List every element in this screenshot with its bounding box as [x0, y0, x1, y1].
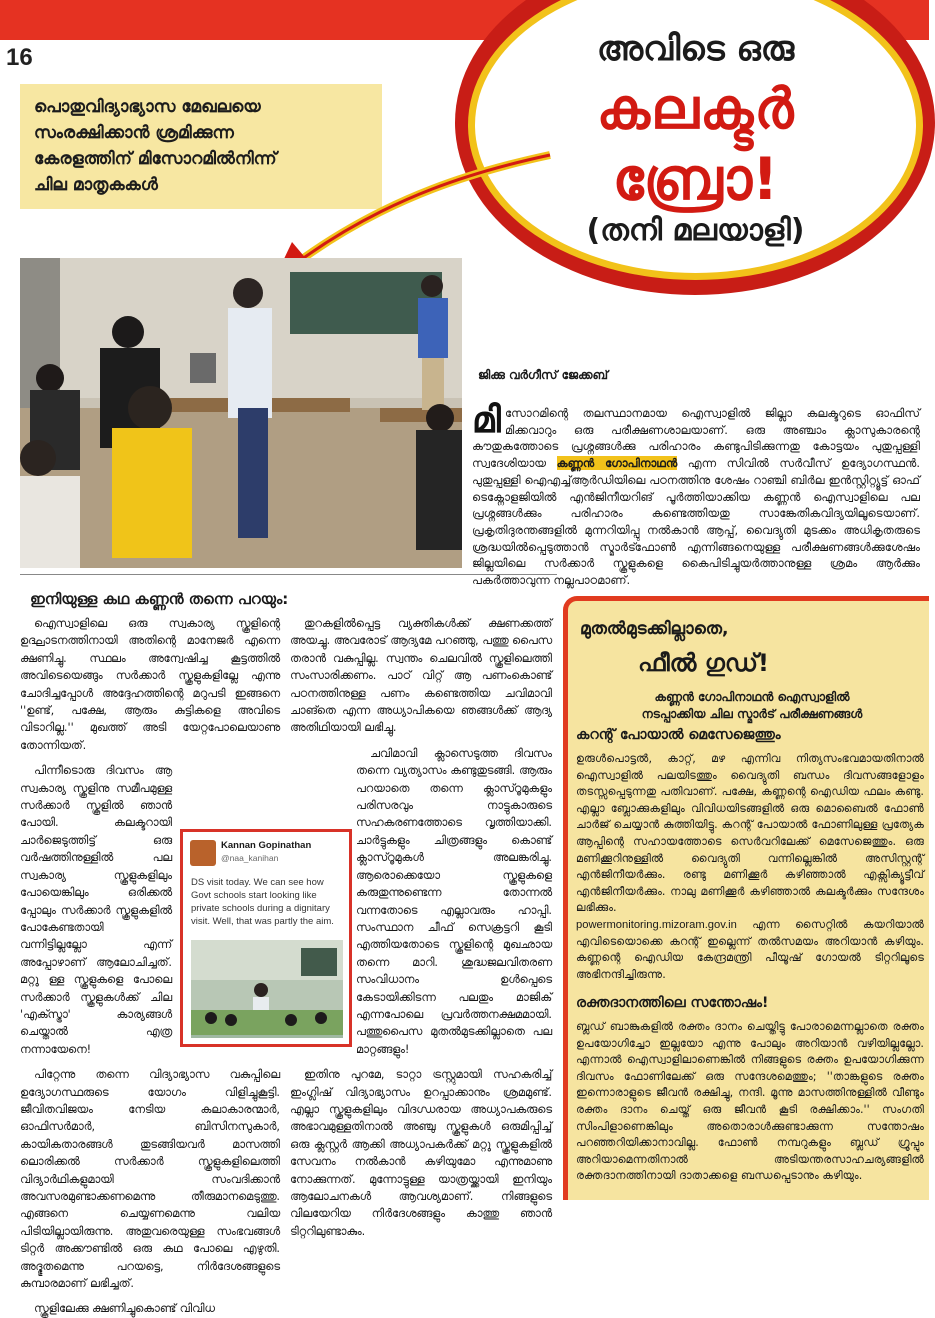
highlighted-name: കണ്ണൻ ഗോപിനാഥൻ: [556, 456, 678, 471]
section-heading: ഇനിയുള്ള കഥ കണ്ണൻ തന്നെ പറയും:: [30, 590, 289, 608]
headline-line-2: കലക്ടർ: [596, 77, 795, 142]
sidebar-subtitle: [582, 689, 922, 723]
sidebar-heading-blood: രക്തദാനത്തിലെ സന്തോഷം!: [576, 995, 769, 1011]
tweet-text: DS visit today. We can see how Govt schools start looking like private schools during a dignitary visit. Well, that was partly the aim.: [191, 877, 334, 927]
sidebar-body-text: എന്ന സൈറ്റിൽ കയറിയാൽ എവിടെയൊക്കെ കറന്റ് ഇല്ലെന്ന് തൽസമയം അറിയാൻ കഴിയും. കണ്ണന്റെ ഐഡിയ കേന്ദ്രമന്ത്രി പീയൂഷ് ഗോയൽ ടിറ്ററിലൂടെ അഭിനന്ദിച്ചിരുന്നു.: [576, 917, 925, 981]
sidebar-link: powermonitoring.mizoram.gov.in: [576, 918, 737, 931]
col1-paragraph: പിറ്റേന്നു തന്നെ വിദ്യാഭ്യാസ വകുപ്പിലെ ഉദ്യോഗസ്ഥരുടെ യോഗം വിളിച്ചുകൂട്ടി. ജീവിതവിജയം നേടിയ കലാകാരന്മാർ, ഓഫിസർമാർ, ബിസിനസുകാർ, കായികതാരങ്ങൾ തുടങ്ങിയവർ മാസത്തി ലൊരിക്കൽ സർക്കാർ സ്കൂളുകളിലെത്തി വിദ്യാർഥികളുമായി സംവദിക്കാൻ അവസരമുണ്ടാക്കണമെന്നു തീരുമാനമെടുത്തു. എങ്ങനെ ചെയ്യണമെന്നു വലിയ പിടിയില്ലായിരുന്നു. അതുവരെയുള്ള സംഭവങ്ങൾ ടിറ്റർ അക്കൗണ്ടിൽ ഒരു കഥ പോലെ എഴുതി. അദ്ഭുതമെന്നു പറയട്ടെ, നിർദേശങ്ങളുടെ കുമ്പാരമാണ് ലഭിച്ചത്.: [20, 1068, 280, 1291]
deck-line: പൊതുവിദ്യാഭ്യാസ മേഖലയെ: [34, 97, 261, 117]
sidebar-body-power: [576, 751, 924, 983]
sidebar-box: [563, 596, 929, 1200]
page-number: 16: [6, 44, 33, 71]
deck-line: കേരളത്തിന് മിസോറമിൽനിന്ന്: [34, 149, 277, 169]
section-divider: [20, 574, 557, 575]
sidebar-body-text: ഉരുൾപൊട്ടൽ, കാറ്റ്, മഴ എന്നിവ നിത്യസംഭവമായതിനാൽ ഐസ്വാളിൽ പലയിടത്തും വൈദ്യുതി ബന്ധം ദിവസങ്ങളോളം തടസ്സപ്പെടുന്നതു പതിവാണ്. പക്ഷേ, കണ്ണന്റെ ഐഡിയ ഫലം കണ്ടു. എല്ലാ ബ്ലോക്കുകളിലും വിവിധയിടങ്ങളിൽ ഒരു മൊബൈൽ ഫോൺ ചാർജ് ചെയ്യാൻ കുത്തിയിട്ടു. കറന്റ് പോയാൽ ഫോണിലുള്ള പ്രത്യേക ആപ്പിന്റെ സഹായത്തോടെ സെർവറിലേക്ക് മെസേജെത്തും. ഒരു മണിക്കൂറിനുള്ളിൽ വൈദ്യുതി വന്നില്ലെങ്കിൽ അസിസ്റ്റന്റ് എൻജിനീയർക്കും. രണ്ടു മണിക്കൂർ കഴിഞ്ഞാൽ എക്സിക്യൂട്ടീവ് എൻജിനീയർക്കും. നാലു മണിക്കൂർ കഴിഞ്ഞാൽ കലക്ടർക്കും സന്ദേശം ലഭിക്കും.: [576, 752, 924, 915]
col1-paragraph: സ്കൂളിലേക്കു ക്ഷണിച്ചുകൊണ്ട് വിവിധ: [34, 1302, 215, 1316]
photo-classroom: [20, 258, 462, 568]
tweet-author-name: Kannan Gopinathan: [221, 840, 312, 851]
col1-paragraph: ഐസ്വാളിലെ ഒരു സ്വകാര്യ സ്കൂളിന്റെ ഉദ്ഘാടനത്തിനായി അതിന്റെ മാനേജർ എന്നെ ക്ഷണിച്ചു. സ്ഥലം അന്വേഷിച്ച കൂട്ടത്തിൽ അവിടെയെങ്ങും സർക്കാർ സ്കൂളുകളില്ലേ എന്നു ചോദിച്ചപ്പോൾ അദ്ദേഹത്തിന്റെ മറുപടി ഇങ്ങനെ ''ഉണ്ട്, പക്ഷേ, ആരും കുട്ടികളെ അവിടെ വിടാറില്ല.'' മുഖത്ത് അടി യേറ്റപോലെയാണു തോന്നിയത്.: [20, 617, 280, 752]
twitter-avatar: [190, 840, 216, 866]
headline-line-4: (തനി മലയാളി): [586, 213, 805, 248]
sidebar-title: ഫീൽ ഗുഡ്!: [638, 649, 769, 677]
col2-paragraph: ഇതിനു പുറമേ, ടാറ്റാ ട്രസ്റ്റുമായി സഹകരിച്ച് ഇംഗ്ലിഷ് വിദ്യാഭ്യാസം ഉറപ്പാക്കാനും ശ്രമമുണ്ട്. എല്ലാ സ്കൂളുകളിലും വിദഗ്ധരായ അധ്യാപകരുടെ അഭാവമുള്ളതിനാൽ അഞ്ചു സ്കൂളുകൾ ഒരുമിപ്പിച്ച് ഒരു ക്ലസ്റ്റർ ആക്കി അധ്യാപകർക്ക് മറ്റു സ്കൂളുകളിൽ സേവനം നൽകാൻ കഴിയുമോ എന്നുമാണു നോക്കുന്നത്. മുന്നോട്ടുള്ള യാത്രയ്ക്കായി ഇനിയും ആലോചനകൾ ആവശ്യമാണ്. നിങ്ങളുടെ വിലയേറിയ നിർദേശങ്ങളും കാത്തു ഞാൻ ടിറ്ററിലുണ്ടാകും.: [290, 1068, 552, 1238]
sidebar-subtitle-line: കണ്ണൻ ഗോപിനാഥൻ ഐസ്വാളിൽ: [654, 690, 850, 704]
sidebar-body-blood: ബ്ലഡ് ബാങ്കുകളിൽ രക്തം ദാനം ചെയ്തിട്ടു പോരാമെന്നല്ലാതെ രക്തം ഉപയോഗിച്ചോ ഇല്ലയോ എന്നു പോലും അറിയാൻ വഴിയില്ലല്ലോ. എന്നാൽ ഐസ്വാളിലാണെങ്കിൽ നിങ്ങളുടെ രക്തം ഉപയോഗിക്കുന്ന ദിവസം ഫോണിലേക്ക് ഒരു സന്ദേശമെത്തും; ''താങ്കളുടെ രക്തം ഇന്നൊരാളുടെ ജീവൻ രക്ഷിച്ചു, നന്ദി. മൂന്നു മാസത്തിനുള്ളിൽ വീണ്ടും രക്തം ദാനം ചെയ്ത് ഒരു ജീവൻ കൂടി രക്ഷിക്കാം.'' സംഗതി സിംപിളാണെങ്കിലും അതൊരാൾക്കുണ്ടാക്കുന്ന സന്തോഷം പറഞ്ഞറിയിക്കാനാവില്ല. ഫോൺ നമ്പറുകളും ബ്ലഡ് ഗ്രൂപ്പും അറിയാമെന്നതിനാൽ അടിയന്തരസാഹചര്യങ്ങളിൽ രക്തദാനത്തിനായി ദാതാക്കളെ ബന്ധപ്പെടാനും കഴിയും.: [576, 1020, 924, 1183]
sidebar-heading-power: കറന്റ് പോയാൽ മെസേജെത്തും: [576, 727, 781, 743]
intro-text-before: സോറമിന്റെ തലസ്ഥാനമായ ഐസ്വാളിൽ ജില്ലാ കലക്ടറുടെ ഓഫിസ് മിക്കവാറും ഒരു പരീക്ഷണശാലയാണ്. ഒരു അഞ്ചാം ക്ലാസുകാരന്റെ കൗതുകത്തോടെ പ്രശ്നങ്ങൾക്കു പരിഹാരം കണ്ടുപിടിക്കുന്നതു കോട്ടയം പുതുപ്പള്ളി സ്വദേശിയായ: [472, 406, 920, 471]
deck-line: ചില മാതൃകകൾ: [34, 175, 158, 195]
sidebar-kicker: മുതൽമുടക്കില്ലാതെ,: [580, 619, 729, 639]
tweet-handle: @naa_kanihan: [221, 853, 279, 863]
headline-line-1: അവിടെ ഒരു: [596, 29, 795, 69]
intro-text-after: എന്ന സിവിൽ സർവീസ് ഉദ്യോഗസ്ഥൻ. പുതുപ്പള്ളി ഐഎച്ച്ആർഡിയിലെ പഠനത്തിനു ശേഷം റാഞ്ചി ബിർല ഇൻസ്റ്റിറ്റ്യൂട്ട് ഓഫ് ടെക്നോളജിയിൽ എൻജിനീയറിങ് പൂർത്തിയാക്കിയ കണ്ണൻ ഐസ്വാളിലെ പല പ്രശ്നങ്ങൾക്കും പരിഹാരം കണ്ടെത്തിയതു സാങ്കേതികവിദ്യയിലൂടെയാണ്. പ്രകൃതിദുരന്തങ്ങളിൽ മുന്നറിയിപ്പു നൽകാൻ ആപ്പ്, വൈദ്യുതി മുടക്കം അധികൃതരുടെ ശ്രദ്ധയിൽപ്പെടുത്താൻ സ്മാർട്ഫോൺ എന്നിങ്ങനെയുള്ള പരീക്ഷണങ്ങൾക്കുശേഷം ജില്ലയിലെ സർക്കാർ സ്കൂളുകളെ കൈപിടിച്ചുയർത്താനുള്ള ശ്രമം ആർക്കും പകർത്താവുന്ന നല്ലപാഠമാണ്.: [472, 456, 920, 588]
tweet-photo: [191, 940, 343, 1038]
col1-paragraph: പിന്നീടൊരു ദിവസം ആ സ്വകാര്യ സ്കൂളിനു സമീപമുള്ള സർക്കാർ സ്കൂളിൽ ഞാൻ പോയി. കലക്ടറായി ചാർജെടുത്തിട്ട് ഒരു വർഷത്തിനുള്ളിൽ പല സ്വകാര്യ സ്കൂളുകളിലും പോയെങ്കിലും ഒരിക്കൽ പ്പോലും സർക്കാർ സ്കൂളുകളിൽ പോകേണ്ടതായി വന്നിട്ടില്ലല്ലോ എന്ന് അപ്പോഴാണ് ആലോചിച്ചത്. മറ്റു ള്ള സ്കൂളുകളെ പോലെ സർക്കാർ സ്കൂളുകൾക്ക് ചില 'എക്സ്ട്രാ' കാര്യങ്ങൾ ചെയ്താൽ എത്ര നന്നായേനെ!: [20, 764, 172, 1056]
classroom-illustration: [20, 258, 462, 568]
byline: ജിക്കു വർഗീസ് ജേക്കബ്: [478, 368, 608, 382]
col2-paragraph: തുറകളിൽപ്പെട്ട വ്യക്തികൾക്ക് ക്ഷണക്കത്ത് അയച്ചു. അവരോട് ആദ്യമേ പറഞ്ഞു, പത്തു പൈസ തരാൻ വകുപ്പില്ല. സ്വന്തം ചെലവിൽ സ്കൂളിലെത്തി സംസാരിക്കണം. പാഠ്‌ വിറ്റ് ആ പണംകൊണ്ട് പഠനത്തിനുള്ള പണം കണ്ടെത്തിയ ചവിമാവി ചാങ്തെ എന്ന അധ്യാപികയെ ഞങ്ങൾക്ക് ആദ്യ അതിഥിയായി ലഭിച്ചു.: [290, 617, 552, 735]
deck-line: സംരക്ഷിക്കാൻ ശ്രമിക്കുന്ന: [34, 123, 234, 143]
drop-cap: മി: [472, 400, 501, 441]
tweet-photo-illustration: [191, 940, 343, 1035]
headline-line-3: ബ്രോ!: [612, 145, 779, 213]
intro-paragraph: [472, 400, 920, 589]
col2-paragraph: ചവിമാവി ക്ലാസെടുത്ത ദിവസം തന്നെ വ്യത്യാസം കണ്ടുതുടങ്ങി. ആരും പറയാതെ തന്നെ ക്ലാസ്റൂമുകളും പരിസരവും നാട്ടുകാരുടെ സഹകരണത്തോടെ വൃത്തിയാക്കി. ചാർട്ടുകളും ചിത്രങ്ങളും കൊണ്ട് ക്ലാസ്റൂമുകൾ അലങ്കരിച്ചു. ആരൊക്കെയോ സ്കൂളുകളെ കരുതുന്നുണ്ടെന്ന തോന്നൽ വന്നതോടെ എല്ലാവരും ഹാപ്പി. സംസ്ഥാന ചീഫ് സെക്രട്ടറി കൂടി എത്തിയതോടെ സ്കൂളിന്റെ മുഖഛായ തന്നെ മാറി. ശുദ്ധജലവിതരണ സംവിധാനം ഉൾപ്പെടെ കേടായിക്കിടന്ന പലതും മാജിക് എന്നപോലെ പ്രവർത്തനക്ഷമമായി. പത്തുപൈസ മുതൽമുടക്കില്ലാതെ പല മാറ്റങ്ങളും!: [356, 746, 552, 1056]
sidebar-subtitle-line: നടപ്പാക്കിയ ചില സ്മാർട് പരീക്ഷണങ്ങൾ: [641, 707, 863, 721]
tweet-screenshot: [180, 829, 352, 1047]
